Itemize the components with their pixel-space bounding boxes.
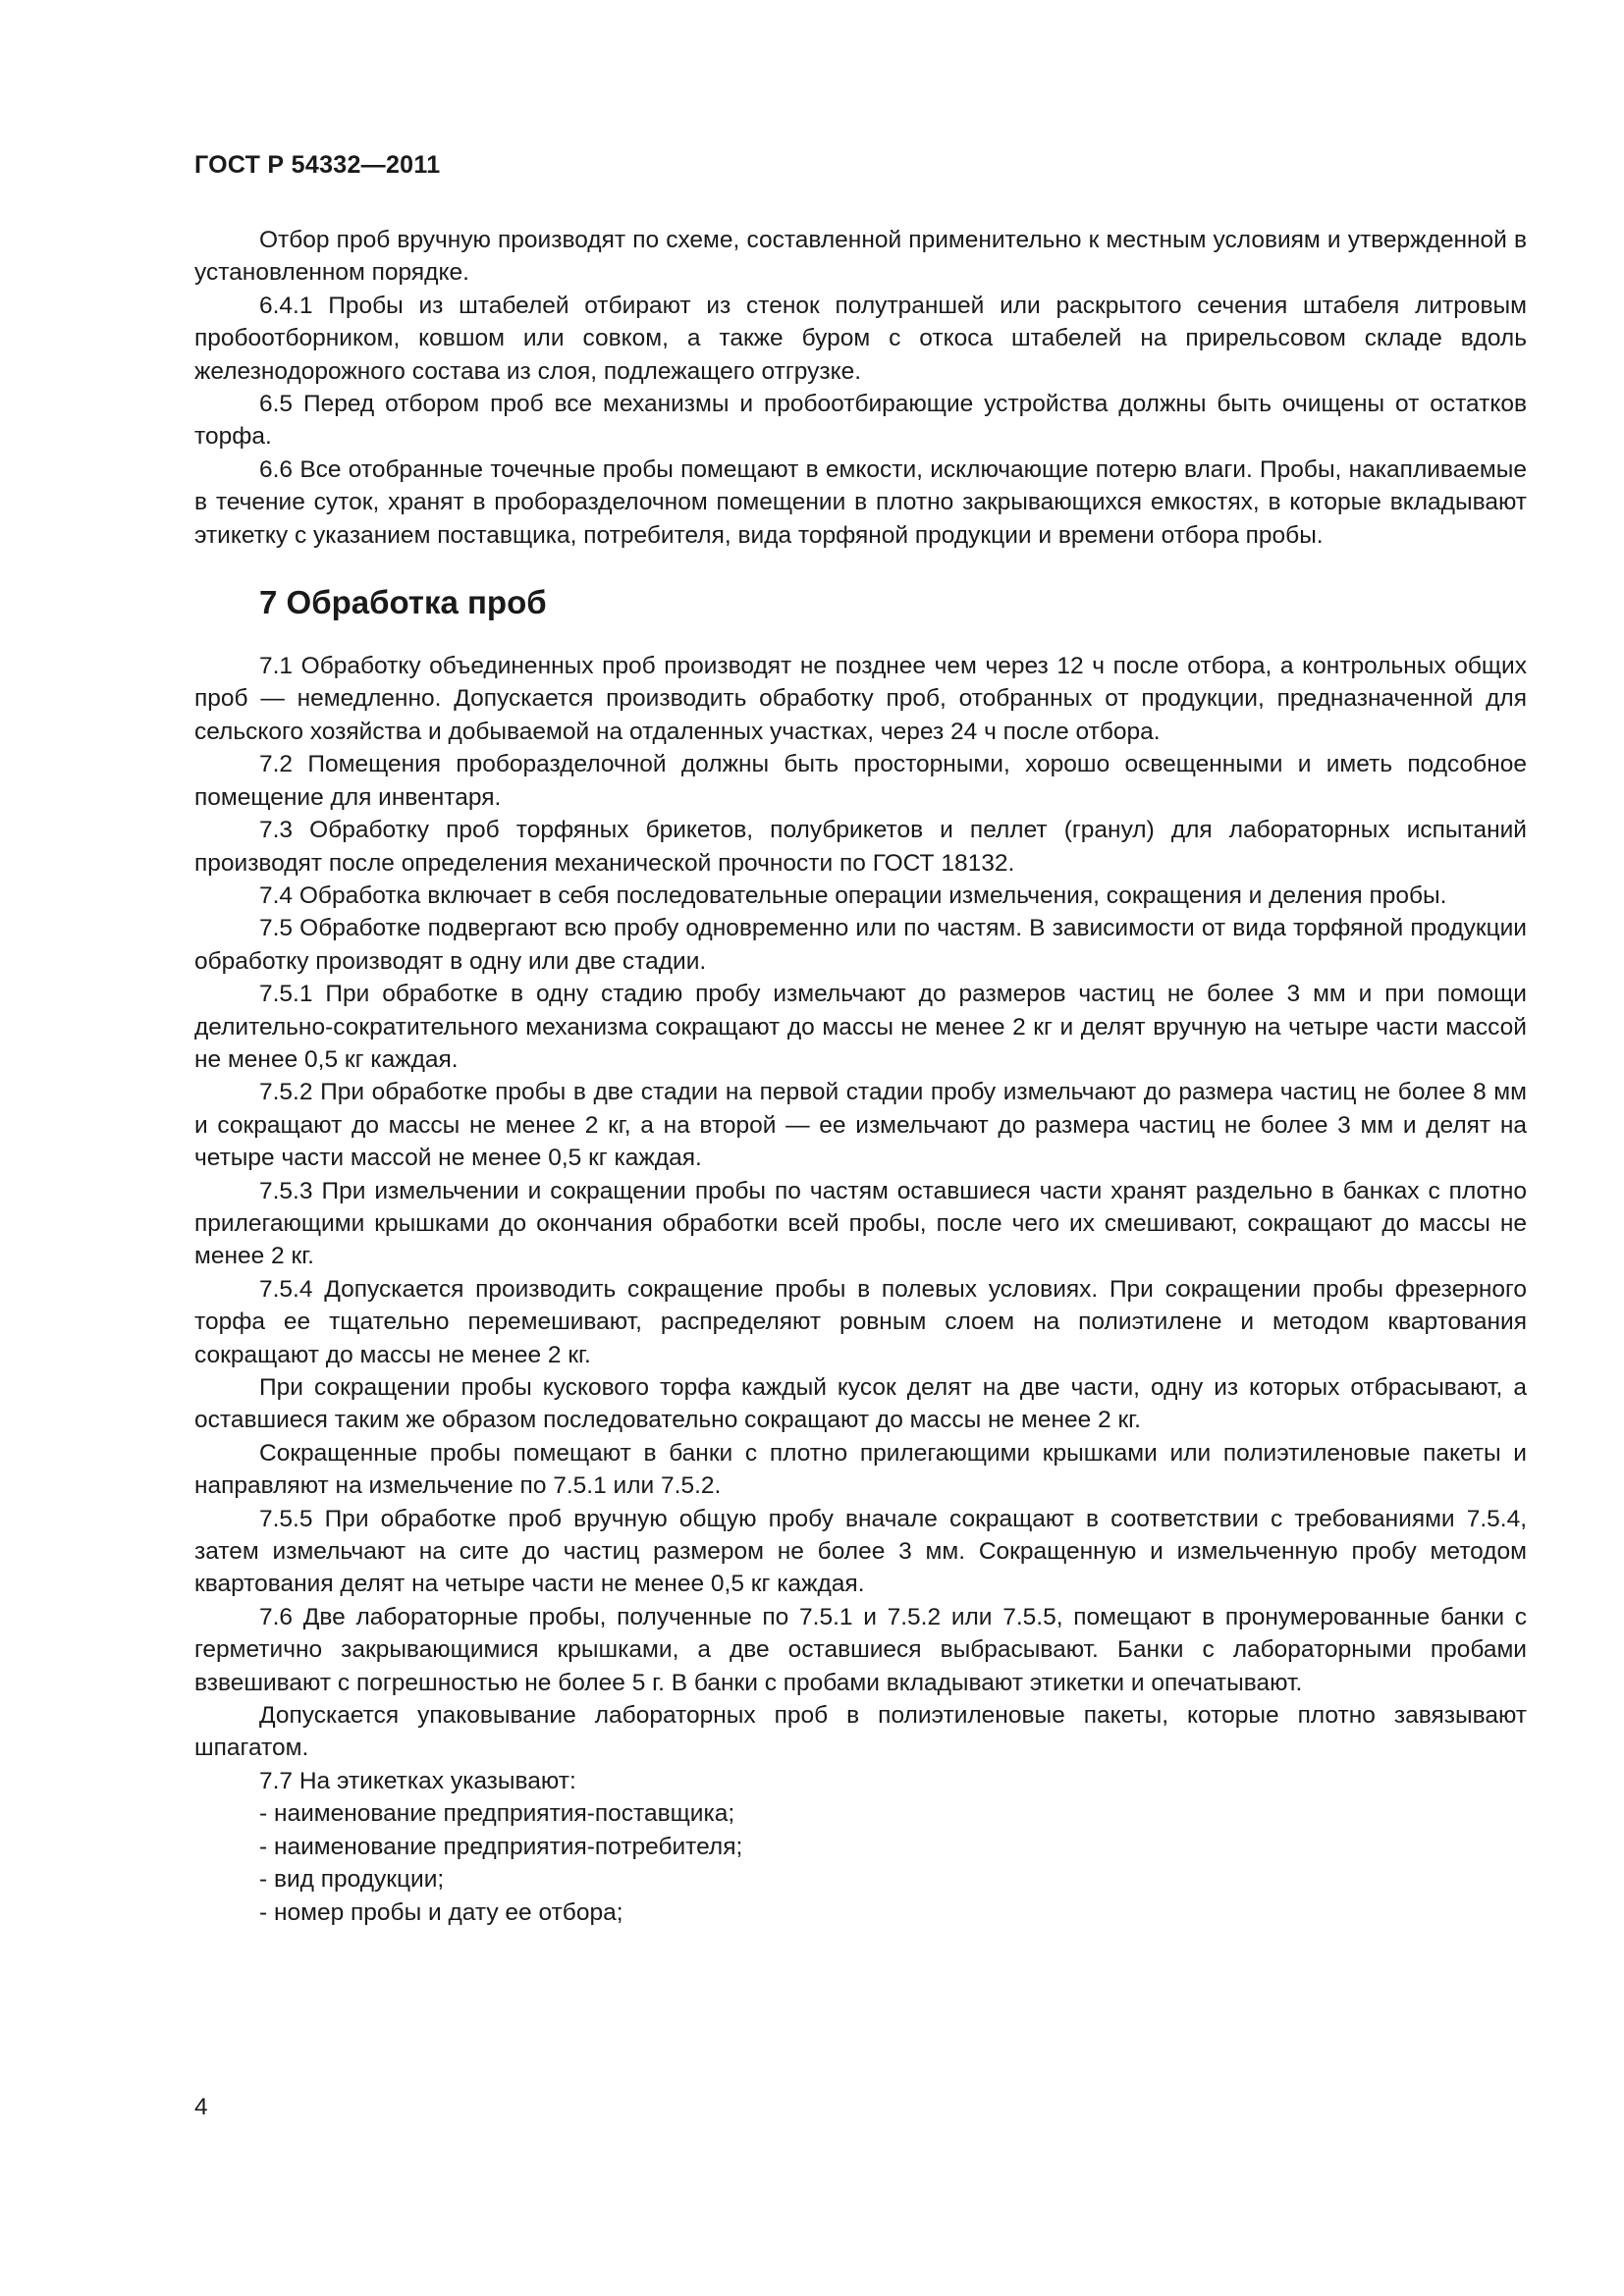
paragraph: 7.5.3 При измельчении и сокращении пробы по частям оставшиеся части хранят раздельно в банках с плотно прилегающими крышками до окончания обработки всей пробы, после чего их смешивают, сокращают до массы не менее 2 кг.: [194, 1177, 1527, 1270]
paragraph: 7.7 На этикетках указывают:: [259, 1767, 576, 1794]
list-item: - вид продукции;: [259, 1866, 445, 1894]
paragraph: 7.5.5 При обработке проб вручную общую пробу вначале сокращают в соответствии с требованиями 7.5.4, затем измельчают на сите до частиц размером не более 3 мм. Сокращенную и измельченную пробу методом квартования делят на четыре части не менее 0,5 кг каждая.: [194, 1505, 1527, 1598]
page-number: 4: [194, 2094, 208, 2120]
paragraph: 7.2 Помещения проборазделочной должны быть просторными, хорошо освещенными и иметь подсобное помещение для инвентаря.: [194, 751, 1527, 811]
list-item: - наименование предприятия-потребителя;: [259, 1833, 743, 1860]
paragraph: 7.5 Обработке подвергают всю пробу одновременно или по частям. В зависимости от вида торфяной продукции обработку производят в одну или две стадии.: [194, 915, 1527, 975]
section-heading: 7 Обработка проб: [259, 584, 547, 621]
paragraph: 7.6 Две лабораторные пробы, полученные по 7.5.1 и 7.5.2 или 7.5.5, помещают в пронумерованные банки с герметично закрывающимися крышками, а две оставшиеся выбрасывают. Банки с лабораторными пробами взвешивают с погрешностью не более 5 г. В банки с пробами вкладывают этикетки и опечатывают.: [194, 1603, 1527, 1696]
list-item: - наименование предприятия-поставщика;: [259, 1800, 735, 1828]
paragraph: 6.5 Перед отбором проб все механизмы и пробоотбирающие устройства должны быть очищены от остатков торфа.: [194, 391, 1527, 451]
paragraph: 7.1 Обработку объединенных проб производят не позднее чем через 12 ч после отбора, а контрольных общих проб — немедленно. Допускается производить обработку проб, отобранных от продукции, предназначенной для сельского хозяйства и добываемой на отдаленных участках, через 24 ч после отбора.: [194, 653, 1527, 745]
paragraph: Отбор проб вручную производят по схеме, составленной применительно к местным условиям и утвержденной в установленном порядке.: [194, 227, 1527, 287]
paragraph: 7.5.2 При обработке пробы в две стадии на первой стадии пробу измельчают до размера частиц не более 8 мм и сокращают до массы не менее 2 кг, а на второй — ее измельчают до размера частиц не более 3 мм и делят на четыре части массой не менее 0,5 кг каждая.: [194, 1079, 1527, 1172]
paragraph: Сокращенные пробы помещают в банки с плотно прилегающими крышками или полиэтиленовые пакеты и направляют на измельчение по 7.5.1 или 7.5.2.: [194, 1439, 1527, 1500]
list-item: - номер пробы и дату ее отбора;: [259, 1898, 623, 1926]
paragraph: 6.4.1 Пробы из штабелей отбирают из стенок полутраншей или раскрытого сечения штабеля литровым пробоотборником, ковшом или совком, а также буром с откоса штабелей на прирельсовом складе вдоль железнодорожного состава из слоя, подлежащего отгрузке.: [194, 292, 1527, 385]
paragraph: При сокращении пробы кускового торфа каждый кусок делят на две части, одну из которых отбрасывают, а оставшиеся таким же образом последовательно сокращают до массы не менее 2 кг.: [194, 1374, 1527, 1434]
paragraph: Допускается упаковывание лабораторных проб в полиэтиленовые пакеты, которые плотно завязывают шпагатом.: [194, 1702, 1527, 1762]
document-code-header: ГОСТ Р 54332—2011: [194, 151, 441, 179]
page-body: [194, 224, 1527, 1929]
paragraph: 7.4 Обработка включает в себя последовательные операции измельчения, сокращения и деления пробы.: [259, 881, 1447, 909]
paragraph: 7.5.1 При обработке в одну стадию пробу измельчают до размеров частиц не более 3 мм и при помощи делительно-сократительного механизма сокращают до массы не менее 2 кг и делят вручную на четыре части массой не менее 0,5 кг каждая.: [194, 981, 1527, 1073]
paragraph: 6.6 Все отобранные точечные пробы помещают в емкости, исключающие потерю влаги. Пробы, накапливаемые в течение суток, хранят в проборазделочном помещении в плотно закрывающихся емкостях, в которые вкладывают этикетку с указанием поставщика, потребителя, вида торфяной продукции и времени отбора пробы.: [194, 455, 1527, 549]
paragraph: 7.5.4 Допускается производить сокращение пробы в полевых условиях. При сокращении пробы фрезерного торфа ее тщательно перемешивают, распределяют ровным слоем на полиэтилене и методом квартования сокращают до массы не менее 2 кг.: [194, 1275, 1527, 1368]
paragraph: 7.3 Обработку проб торфяных брикетов, полубрикетов и пеллет (гранул) для лабораторных испытаний производят после определения механической прочности по ГОСТ 18132.: [194, 817, 1527, 877]
